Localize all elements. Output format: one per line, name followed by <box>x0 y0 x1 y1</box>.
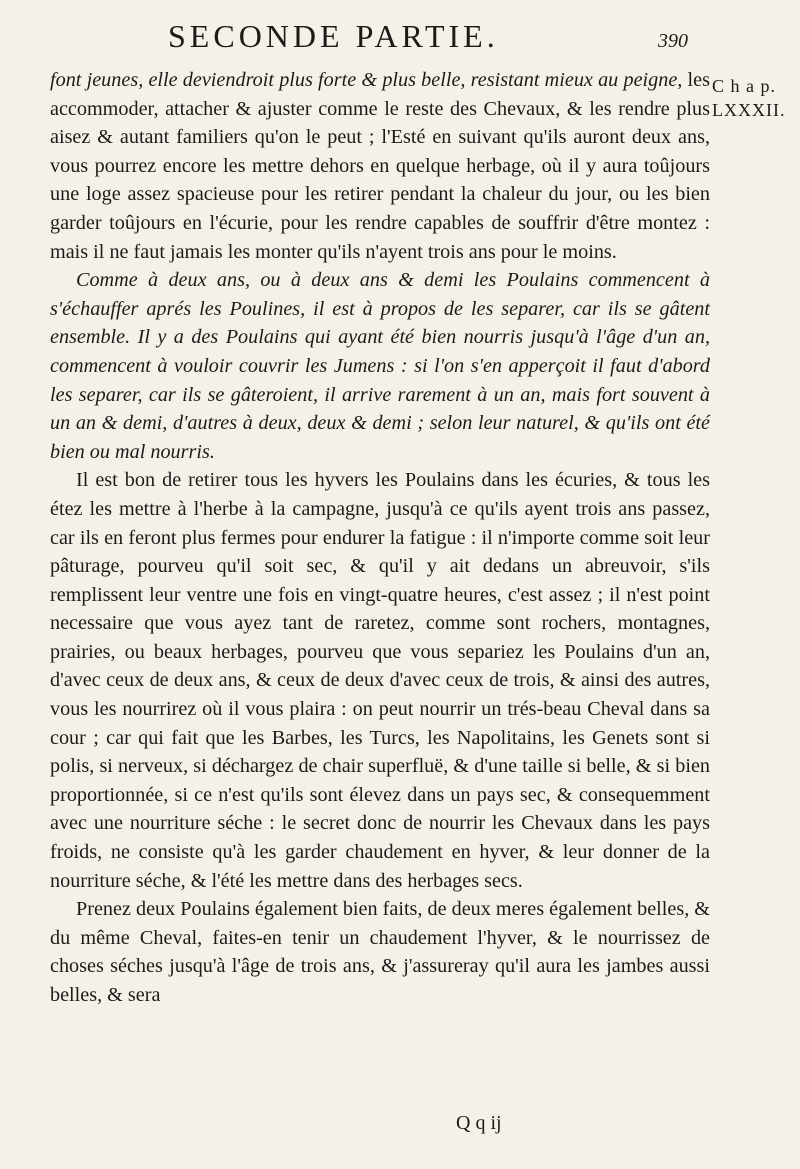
page-header <box>168 18 688 66</box>
paragraph-1-text: les accommoder, attacher & ajuster comme le reste des Chevaux, & les rendre plus aisez & autant familiers qu'on le peut ; l'Esté en suivant qu'ils auront deux ans, vous pourrez encore les mettre dehors en quelque herbage, où il y aura toûjours une loge assez spacieuse pour les retirer pendant la chaleur du jour, ou les bien garder toûjours en l'écurie, pour les rendre capables de souffrir d'être montez : mais il ne faut jamais les monter qu'ils n'ayent trois ans pour le moins. <box>50 69 710 263</box>
paragraph-1 <box>50 66 710 266</box>
chapter-margin-note <box>712 74 800 122</box>
running-title: SECONDE PARTIE. <box>168 18 499 54</box>
paragraph-4 <box>50 895 710 1009</box>
paragraph-2-italic: Comme à deux ans, ou à deux ans & demi les Poulains commencent à s'échauffer aprés les Poulines, il est à propos de les separer, car ils se gâtent ensemble. Il y a des Poulains qui ayant été bien nourris jusqu'à l'âge d'un an, commencent à vouloir couvrir les Jumens : si l'on s'en apperçoit il faut d'abord les separer, car ils se gâteroient, il arrive rarement à un an, mais fort souvent à un an & demi, d'autres à deux, deux & demi ; selon leur naturel, & qu'ils ont été bien ou mal nourris. <box>50 269 710 463</box>
chapter-label: C h a p. <box>712 76 776 96</box>
paragraph-1-italic: font jeunes, elle deviendroit plus forte & plus belle, resistant mieux au peigne, <box>50 69 683 91</box>
paragraph-2 <box>50 266 710 466</box>
page-body <box>50 66 710 1010</box>
paragraph-3 <box>50 466 710 895</box>
signature-mark: Q q ij <box>456 1112 502 1134</box>
page-number: 390 <box>658 30 688 52</box>
paragraph-4-text: Prenez deux Poulains également bien faits, de deux meres également belles, & du même Cheval, faites-en tenir un chaudement l'hyver, & le nourrissez de choses séches jusqu'à l'âge de trois ans, & j'assureray qu'il aura les jambes aussi belles, & sera <box>50 898 711 1006</box>
paragraph-3-text: Il est bon de retirer tous les hyvers les Poulains dans les écuries, & tous les étez les mettre à l'herbe à la campagne, jusqu'à ce qu'ils ayent trois ans passez, car ils en feront plus fermes pour endurer la fatigue : il n'importe comme soit leur pâturage, pourveu qu'il soit sec, & qu'il y ait dedans un abreuvoir, s'ils remplissent leur ventre une fois en vingt-quatre heures, c'est assez ; il n'est point necessaire que vous ayez tant de raretez, comme sont rochers, montagnes, prairies, ou beaux herbages, pourveu que vous separiez les Poulains d'un an, d'avec ceux de deux ans, & ceux de deux d'avec ceux de trois, & ainsi des autres, vous les nourrirez où il vous plaira : on peut nourrir un trés-beau Cheval dans sa cour ; car qui fait que les Barbes, les Turcs, les Napolitains, les Genets sont si polis, si nerveux, si déchargez de chair superfluë, & d'une taille si belle, & si bien proportionnée, si ce n'est qu'ils sont élevez dans un pays sec, & consequemment avec une nourriture séche : le secret donc de nourrir les Chevaux dans les pays froids, ne consiste qu'à les garder chaudement en hyver, & leur donner de la nourriture séche, & l'été les mettre dans des herbages secs. <box>50 469 710 892</box>
chapter-number: LXXXII. <box>712 100 786 120</box>
